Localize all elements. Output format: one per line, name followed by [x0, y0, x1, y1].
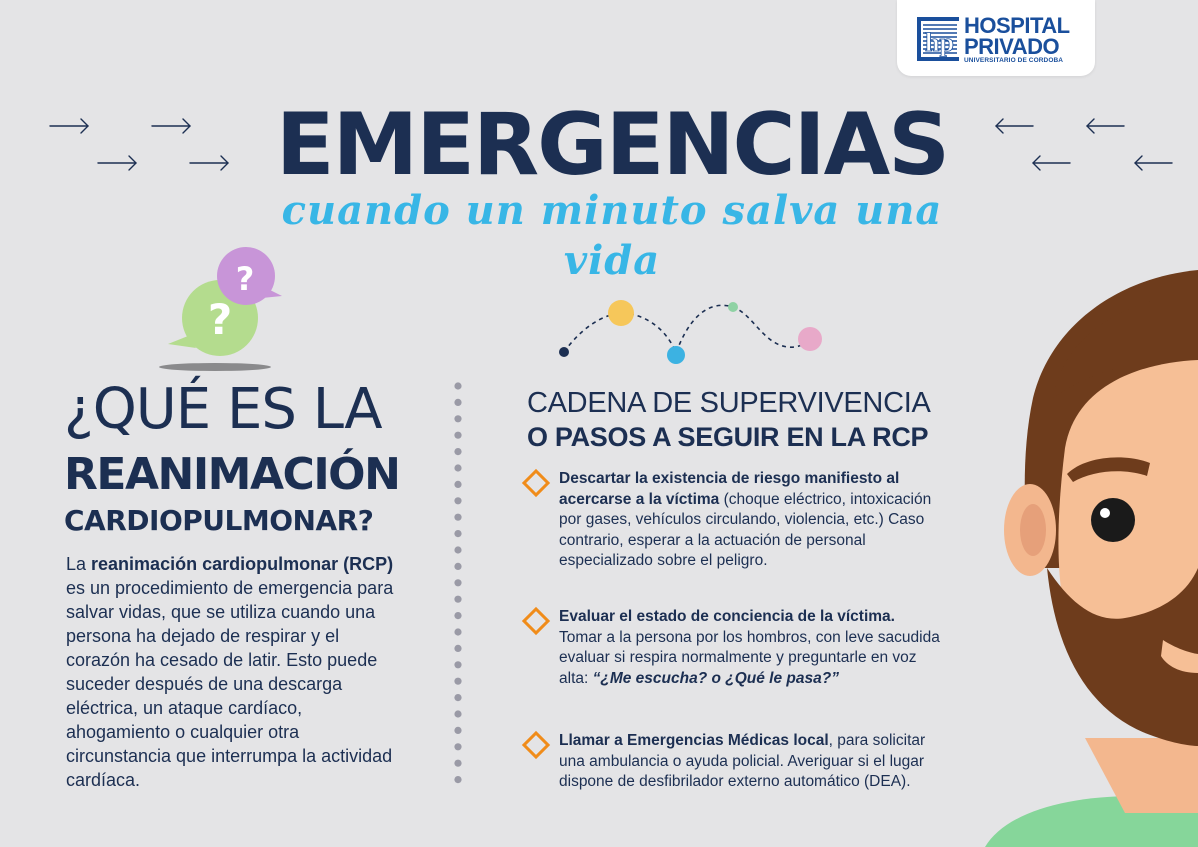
divider-dot [454, 678, 461, 685]
question-heading-line2: REANIMACIÓN [64, 449, 400, 500]
divider-dot [454, 760, 461, 767]
step-body: (choque eléctrico, intoxicación por gases, vehículos circulando, violencia, etc.) Caso contrario, esperar a la actuación de personal especializado sobre el peligro. [559, 490, 932, 569]
rcp-description-lead: La [66, 554, 92, 574]
divider-dot [454, 776, 461, 783]
step-item [521, 607, 941, 689]
chain-heading-line1: CADENA DE SUPERVIVENCIA [527, 387, 931, 419]
survival-chain-illustration [555, 295, 830, 365]
hospital-logo [897, 0, 1095, 76]
divider-dot [454, 661, 461, 668]
arrow-right-icon [50, 119, 88, 133]
divider-dot [454, 727, 461, 734]
arrow-right-icon [152, 119, 190, 133]
step-text [559, 469, 941, 572]
chain-heading-line2: O PASOS A SEGUIR EN LA RCP [527, 422, 929, 452]
arrow-left-icon [1135, 156, 1172, 170]
rcp-description-rest: es un procedimiento de emergencia para salvar vidas, que se utiliza cuando una persona ha dejado de respirar y el corazón ha cesado de latir. Esto puede suceder después de una descarga eléctrica, un ataque cardíaco, ahogamiento o cualquier otra circunstancia que interrumpa la actividad cardíaca. [66, 578, 394, 790]
arrow-left-icon [1033, 156, 1070, 170]
arrow-right-icon [190, 156, 228, 170]
step-bold: Llamar a Emergencias Médicas local [559, 732, 829, 749]
divider-dot [454, 612, 461, 619]
svg-text:hp: hp [925, 28, 954, 57]
hospital-logo-icon [917, 17, 959, 61]
page-title: EMERGENCIAS [275, 95, 949, 195]
page-tagline: cuando un minuto salva una vida [281, 187, 943, 284]
divider-dot [454, 399, 461, 406]
divider-dot [454, 382, 461, 389]
dotted-divider [452, 382, 464, 784]
step-body: Tomar a la persona por los hombros, con leve sacudida evaluar si respira normalmente y preguntarle en voz alta: [559, 628, 940, 687]
question-bubbles-icon [158, 244, 288, 374]
arrow-right-icon [98, 156, 136, 170]
divider-dot [454, 628, 461, 635]
divider-dot [454, 710, 461, 717]
divider-dot [454, 743, 461, 750]
step-text [559, 731, 941, 793]
svg-text:?: ? [235, 260, 255, 298]
diamond-bullet-icon [522, 731, 550, 759]
logo-text-university: UNIVERSITARIO DE CORDOBA [964, 57, 1064, 64]
divider-dot [454, 514, 461, 521]
diamond-bullet-icon [522, 607, 550, 635]
logo-text-privado: PRIVADO [964, 34, 1060, 59]
question-heading-line3: CARDIOPULMONAR? [64, 504, 374, 537]
step-item [521, 469, 941, 572]
arrow-left-icon [996, 119, 1033, 133]
divider-dot [454, 448, 461, 455]
step-item [521, 731, 941, 793]
divider-dot [454, 563, 461, 570]
divider-dot [454, 579, 461, 586]
divider-dot [454, 481, 461, 488]
divider-dot [454, 645, 461, 652]
divider-dot [454, 530, 461, 537]
step-body: , para solicitar una ambulancia o ayuda policial. Averiguar si el lugar dispone de desfibrilador externo automático (DEA). [559, 732, 926, 790]
svg-text:?: ? [207, 295, 233, 344]
arrow-left-icon [1087, 119, 1124, 133]
divider-dot [454, 415, 461, 422]
step-bold: Descartar la existencia de riesgo manifiesto al acercarse a la víctima [559, 470, 900, 508]
rcp-description-bold: reanimación cardiopulmonar (RCP) [91, 554, 394, 574]
divider-dot [454, 546, 461, 553]
divider-dot [454, 694, 461, 701]
diamond-bullet-icon [522, 469, 550, 497]
question-heading-line1: ¿QUÉ ES LA [64, 377, 382, 442]
bearded-man-illustration [975, 268, 1198, 847]
step-bold: Evaluar el estado de conciencia de la víctima. [559, 608, 895, 625]
divider-dot [454, 596, 461, 603]
divider-dot [454, 497, 461, 504]
divider-dot [454, 432, 461, 439]
divider-dot [454, 464, 461, 471]
step-quote: “¿Me escucha? o ¿Qué le pasa?” [592, 669, 839, 687]
step-text [559, 607, 941, 689]
rcp-description [66, 552, 406, 792]
logo-text-hospital: HOSPITAL [964, 13, 1070, 38]
